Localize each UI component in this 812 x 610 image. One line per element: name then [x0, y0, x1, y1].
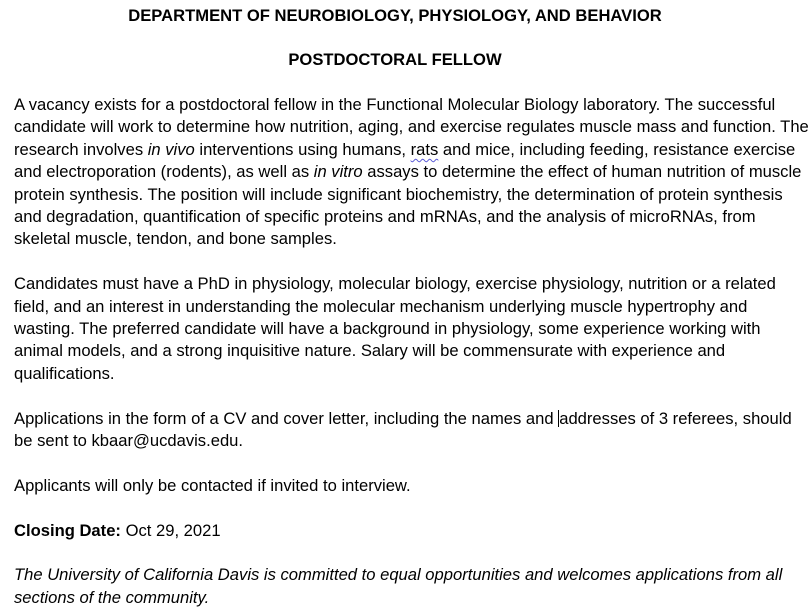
text-run: assays to determine the effect of human nutrition of muscle protein synthesis. The position will include significant biochemistry, the determination of protein synthesis and degradation, quantification of specific proteins and mRNAs, and the analysis of microRNAs, from skeletal muscle, tendon, and bone samples. [14, 162, 802, 249]
italic-term: in vivo [147, 139, 195, 159]
requirements-paragraph: Candidates must have a PhD in physiology, molecular biology, exercise physiology, nutrition or a related field, and an interest in understanding the molecular mechanism underlying muscle hypertrophy and wasting. The preferred candidate will have a background in physiology, some experience working with animal models, and a strong inquisitive nature. Salary will be commensurate with experience and qualifications. [14, 274, 776, 383]
application-paragraph [14, 408, 810, 453]
text-run: interventions using humans, [194, 139, 411, 159]
contact-notice-paragraph: Applicants will only be contacted if invited to interview. [14, 475, 411, 495]
equal-opportunity-statement [14, 564, 810, 609]
closing-date-value: Oct 29, 2021 [120, 520, 221, 540]
italic-term: in vitro [313, 162, 363, 182]
job-description-paragraph [14, 94, 810, 251]
closing-date-line [14, 520, 810, 542]
spelling-flag-word[interactable]: rats [410, 139, 439, 159]
text-run: addresses of 3 referees, should be sent to kbaar@ucdavis.edu. [14, 408, 792, 451]
text-run: A vacancy exists for a postdoctoral fellow in the Functional Molecular Biology laboratory. The successful candidate will work to determine how nutrition, aging, and exercise regulates muscle mass and function. The research involves [14, 95, 809, 159]
closing-date-label: Closing Date: [14, 520, 121, 540]
text-run: Applications in the form of a CV and cover letter, including the names and [14, 408, 559, 428]
position-heading: POSTDOCTORAL FELLOW [288, 50, 502, 69]
text-run: and mice, including feeding, resistance exercise and electroporation (rodents), as well as [14, 139, 796, 182]
equal-opportunity-text: The University of California Davis is committed to equal opportunities and welcomes applications from all sections of the community. [14, 565, 783, 607]
document-page [14, 5, 810, 609]
department-heading: DEPARTMENT OF NEUROBIOLOGY, PHYSIOLOGY, AND BEHAVIOR [128, 6, 662, 25]
